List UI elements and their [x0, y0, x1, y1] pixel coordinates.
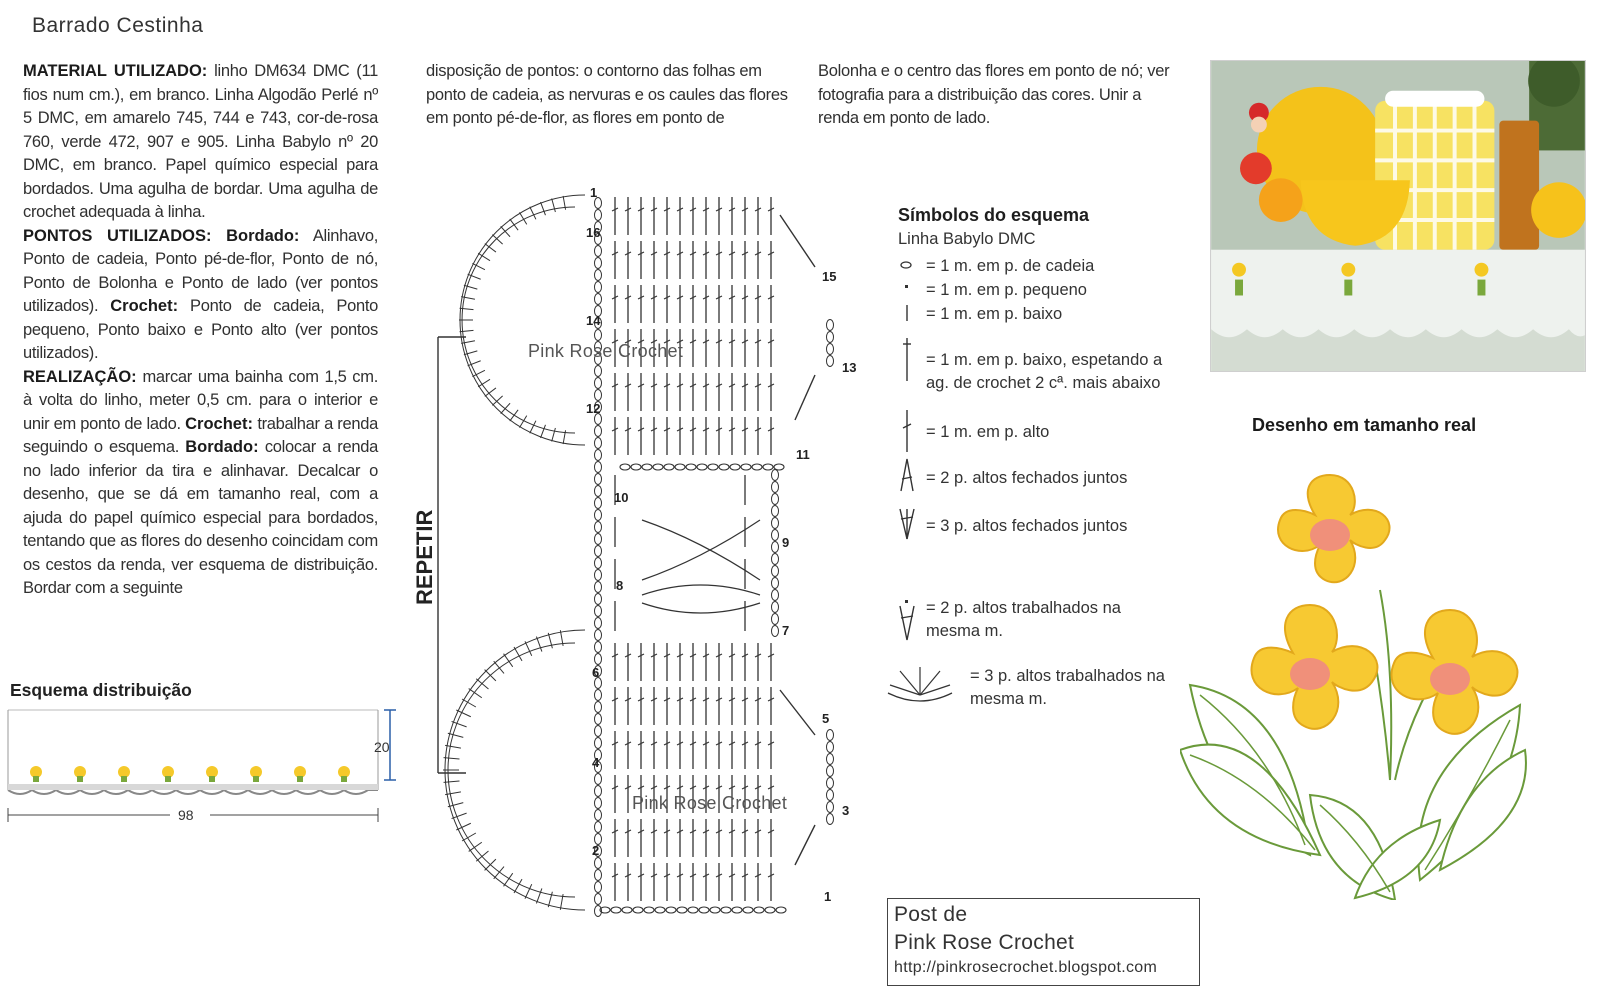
chain-stitch [688, 907, 698, 913]
chain-stitch-vertical [595, 294, 602, 305]
basket-radial-stitch [514, 879, 522, 893]
basket-radial-stitch [541, 425, 546, 438]
symbols-legend [898, 205, 1218, 708]
chain-stitch [622, 907, 632, 913]
symbol-text-slip-stitch: = 1 m. em p. pequeno [926, 281, 1087, 299]
chain-stitch-vertical [595, 270, 602, 281]
row-number-7: 7 [782, 623, 790, 638]
chain-stitch-vertical [595, 462, 602, 473]
pontos-text-2: Ponto de cadeia, Ponto pequeno, Ponto baixo e Ponto alto (ver pontos utilizados). [23, 297, 378, 362]
chain-stitch-vertical [827, 356, 834, 367]
chain-stitch-vertical [595, 210, 602, 221]
chain-stitch-vertical [595, 894, 602, 905]
crochet-chart [410, 175, 880, 935]
chain-stitch [686, 464, 696, 470]
basket-radial-stitch [530, 207, 536, 220]
chain-stitch-vertical [595, 486, 602, 497]
chain-stitch [732, 907, 742, 913]
chain-stitch [765, 907, 775, 913]
chain-stitch-vertical [595, 246, 602, 257]
chain-stitch-vertical [595, 690, 602, 701]
chain-stitch [677, 907, 687, 913]
watermark-lower: Pink Rose Crochet [632, 793, 788, 813]
row-number-1: 1 [824, 889, 832, 904]
pontos-heading: PONTOS UTILIZADOS: Bordado: [23, 226, 300, 245]
chain-stitch-vertical [595, 498, 602, 509]
row-number-16: 16 [586, 225, 601, 240]
chain-stitch-vertical [595, 798, 602, 809]
chain-stitch-vertical [772, 614, 779, 625]
instructions-column-3: Bolonha e o centro das flores em ponto de nó; ver fotografia para a distribuição das cores. Unir a renda em ponto de lado. [818, 62, 1170, 127]
embroidery-flower-drawing [1180, 460, 1600, 900]
chain-stitch-vertical [772, 554, 779, 565]
chain-stitch-vertical [595, 390, 602, 401]
basket-radial-stitch [461, 297, 475, 300]
chain-stitch-vertical [595, 594, 602, 605]
chain-stitch [653, 464, 663, 470]
row-number-5: 5 [822, 711, 830, 726]
chain-stitch-vertical [772, 518, 779, 529]
chain-stitch-vertical [595, 702, 602, 713]
chain-stitch-vertical [595, 510, 602, 521]
chain-stitch-vertical [595, 654, 602, 665]
basket-radial-stitch [460, 308, 474, 309]
chain-stitch [776, 907, 786, 913]
chain-stitch-vertical [595, 522, 602, 533]
chain-stitch-vertical [595, 558, 602, 569]
chain-stitch [644, 907, 654, 913]
chain-stitch [675, 464, 685, 470]
flower-top [1278, 475, 1390, 582]
schema-width-label: 98 [178, 807, 194, 823]
chain-stitch-vertical [595, 858, 602, 869]
symbols-title: Símbolos do esquema [898, 205, 1090, 225]
distribution-schema-diagram [0, 690, 400, 840]
basket-radial-stitch [456, 823, 471, 830]
chain-stitch [741, 464, 751, 470]
basket-radial-stitch [461, 341, 475, 344]
chain-stitch-vertical [827, 802, 834, 813]
chain-stitch-vertical [827, 814, 834, 825]
basket-radial-stitch [460, 330, 474, 331]
chain-stitch-vertical [827, 332, 834, 343]
chain-stitch-vertical [595, 714, 602, 725]
chain-stitch-vertical [595, 258, 602, 269]
chain-stitch-vertical [595, 786, 602, 797]
chain-stitch-vertical [595, 438, 602, 449]
schema-label: Esquema distribuição [10, 680, 192, 700]
chain-stitch [710, 907, 720, 913]
chain-stitch-vertical [595, 378, 602, 389]
realizacao-text-2: trabalhar a renda seguindo o esquema. [23, 414, 378, 456]
chain-stitch-vertical [595, 426, 602, 437]
chain-stitch-vertical [595, 630, 602, 641]
watermark-upper: Pink Rose Crochet [528, 341, 684, 361]
chain-stitch [763, 464, 773, 470]
chain-stitch-vertical [772, 542, 779, 553]
chain-stitch [752, 464, 762, 470]
chain-stitch [721, 907, 731, 913]
basket-radial-stitch [456, 710, 471, 717]
symbol-text-3tr-together: = 3 p. altos fechados juntos [926, 517, 1128, 535]
symbols-subtitle: Linha Babylo DMC [898, 230, 1036, 248]
chain-stitch-vertical [595, 810, 602, 821]
basket-radial-stitch [445, 792, 461, 795]
product-photo [1210, 60, 1586, 372]
instructions-column-1 [23, 60, 378, 601]
row-number-10: 10 [614, 490, 629, 505]
chain-stitch-vertical [595, 582, 602, 593]
basket-radial-stitch [536, 637, 541, 652]
pontos-text-1: Alinhavo, Ponto de cadeia, Ponto pé-de-flor, Ponto de nó, Ponto de Bolonha e Ponto de lado (ver pontos utilizados). [23, 226, 378, 315]
chain-stitch-vertical [827, 320, 834, 331]
chain-stitch-vertical [595, 366, 602, 377]
chain-stitch [611, 907, 621, 913]
chain-stitch [655, 907, 665, 913]
flower-right [1392, 610, 1518, 734]
chain-stitch-vertical [827, 754, 834, 765]
chain-stitch-vertical [827, 742, 834, 753]
chain-stitch-vertical [772, 482, 779, 493]
basket-radial-stitch [445, 745, 461, 748]
chain-stitch-vertical [772, 494, 779, 505]
row-number-9: 9 [782, 535, 790, 550]
row-number-11: 11 [796, 447, 810, 462]
realizacao-crochet-label: Crochet: [185, 414, 253, 433]
row-number-4: 4 [592, 755, 600, 770]
chain-stitch-vertical [827, 778, 834, 789]
symbol-text-treble: = 1 m. em p. alto [926, 423, 1050, 441]
basket-radial-stitch [525, 884, 532, 899]
chain-stitch-vertical [595, 570, 602, 581]
fan-icon [882, 665, 962, 705]
real-size-label: Desenho em tamanho real [1252, 415, 1477, 435]
chain-stitch [699, 907, 709, 913]
basket-radial-stitch [469, 842, 482, 851]
realizacao-text-3: colocar a renda no lado inferior da tira e alinhavar. Decalcar o desenho, que se dá em tamanho real, com a ajuda do papel químico especial para bordados, tentando que as flores do desenho coincidam com os cestos da renda, ver esquema de distribuição. Bordar com a seguinte [23, 438, 378, 597]
basket-radial-stitch [464, 351, 477, 355]
chain-stitch-vertical [595, 546, 602, 557]
instructions-column-2: disposição de pontos: o contorno das folhas em ponto de cadeia, as nervuras e os caules das flores em ponto pé-de-flor, as flores em ponto de [426, 62, 788, 127]
chain-stitch-vertical [827, 790, 834, 801]
row-number-12: 12 [586, 401, 601, 416]
chain-stitch [743, 907, 753, 913]
chain-stitch-vertical [772, 590, 779, 601]
chain-stitch [664, 464, 674, 470]
basket-radial-stitch [510, 219, 518, 230]
chain-stitch-vertical [595, 738, 602, 749]
chain-stitch-vertical [595, 642, 602, 653]
chain-stitch-vertical [595, 534, 602, 545]
basket-radial-stitch [448, 733, 463, 737]
flower-left [1252, 605, 1378, 729]
chain-stitch-vertical [827, 766, 834, 777]
basket-radial-stitch [452, 721, 467, 726]
symbol-text-spike-stitch: = 1 m. em p. baixo, espetando a ag. de crochet 2 cª. mais abaixo [926, 351, 1163, 392]
basket-radial-stitch [514, 647, 522, 661]
basket-radial-stitch [530, 421, 536, 434]
chain-stitch [642, 464, 652, 470]
chain-stitch-vertical [595, 618, 602, 629]
symbol-text-3tr-same: = 3 p. altos trabalhados na mesma m. [970, 667, 1165, 708]
chain-stitch [620, 464, 630, 470]
basket-radial-stitch [469, 689, 482, 698]
repeat-label: REPETIR [412, 509, 437, 605]
basket-radial-stitch [448, 803, 463, 807]
symbol-text-2tr-same: = 2 p. altos trabalhados na mesma m. [926, 599, 1121, 640]
page-title: Barrado Cestinha [32, 14, 204, 37]
basket-radial-stitch [492, 396, 502, 405]
symbol-text-single-crochet: = 1 m. em p. baixo [926, 305, 1063, 323]
basket-radial-stitch [536, 888, 541, 903]
post-line-2: Pink Rose Crochet [894, 931, 1075, 954]
post-line-1: Post de [894, 903, 968, 926]
chain-stitch-vertical [595, 726, 602, 737]
chain-stitch [631, 464, 641, 470]
chain-stitch-vertical [772, 566, 779, 577]
chain-stitch-vertical [595, 474, 602, 485]
chain-stitch [754, 907, 764, 913]
row-number-14: 14 [586, 313, 601, 328]
chain-stitch-vertical [595, 774, 602, 785]
chain-stitch-vertical [595, 330, 602, 341]
chain-stitch [633, 907, 643, 913]
chain-stitch [708, 464, 718, 470]
basket-radial-stitch [552, 428, 556, 442]
chain-stitch [730, 464, 740, 470]
row-number-15: 15 [822, 269, 837, 284]
chain-stitch-vertical [772, 578, 779, 589]
chain-stitch-vertical [595, 606, 602, 617]
row-number-8: 8 [616, 578, 624, 593]
basket-radial-stitch [510, 410, 518, 421]
basket-radial-stitch [464, 285, 477, 289]
chain-stitch-vertical [595, 822, 602, 833]
material-text: linho DM634 DMC (11 fios num cm.), em branco. Linha Algodão Perlé nº 5 DMC, em amarelo 745, 744 e 743, cor-de-rosa 760, verde 472, 907 e 905. Linha Babylo nº 20 DMC, em branco. Papel químico especial para bordados. Uma agulha de bordar. Uma agulha de crochet adequada à linha. [23, 62, 378, 221]
row-number-3: 3 [842, 803, 850, 818]
post-url[interactable]: http://pinkrosecrochet.blogspot.com [894, 959, 1158, 976]
basket-radial-stitch [552, 198, 556, 212]
chain-stitch-vertical [827, 730, 834, 741]
basket-radial-stitch [492, 235, 502, 244]
row-number-6: 6 [592, 665, 600, 680]
row-number-top-1: 1 [590, 185, 598, 200]
post-credit-box [887, 898, 1200, 986]
row-number-13: 13 [842, 360, 857, 375]
chain-stitch-vertical [595, 870, 602, 881]
basket-radial-stitch [452, 813, 467, 818]
realizacao-heading: REALIZAÇÃO: [23, 367, 137, 386]
row-number-2: 2 [592, 843, 600, 858]
realizacao-bordado-label: Bordado: [185, 438, 259, 456]
chain-stitch-vertical [772, 506, 779, 517]
chain-stitch [719, 464, 729, 470]
chain-stitch-vertical [772, 530, 779, 541]
chain-stitch-vertical [595, 282, 602, 293]
material-heading: MATERIAL UTILIZADO: [23, 62, 208, 80]
realizacao-text-1: marcar uma bainha com 1,5 cm. à volta do linho, meter 0,5 cm. para o interior e unir em ponto de lado. [23, 367, 378, 433]
chain-stitch [666, 907, 676, 913]
pontos-crochet-label: Crochet: [110, 297, 179, 315]
symbol-text-2tr-together: = 2 p. altos fechados juntos [926, 469, 1128, 487]
chain-stitch-vertical [772, 470, 779, 481]
schema-height-label: 20 [374, 739, 390, 755]
chain-stitch [697, 464, 707, 470]
basket-radial-stitch [525, 641, 532, 656]
chain-stitch-vertical [595, 882, 602, 893]
chain-stitch-vertical [827, 344, 834, 355]
chain-stitch-vertical [772, 626, 779, 637]
chain-stitch-vertical [772, 602, 779, 613]
chain-stitch-vertical [595, 450, 602, 461]
symbol-text-chain: = 1 m. em p. de cadeia [926, 257, 1095, 275]
basket-radial-stitch [541, 202, 546, 215]
